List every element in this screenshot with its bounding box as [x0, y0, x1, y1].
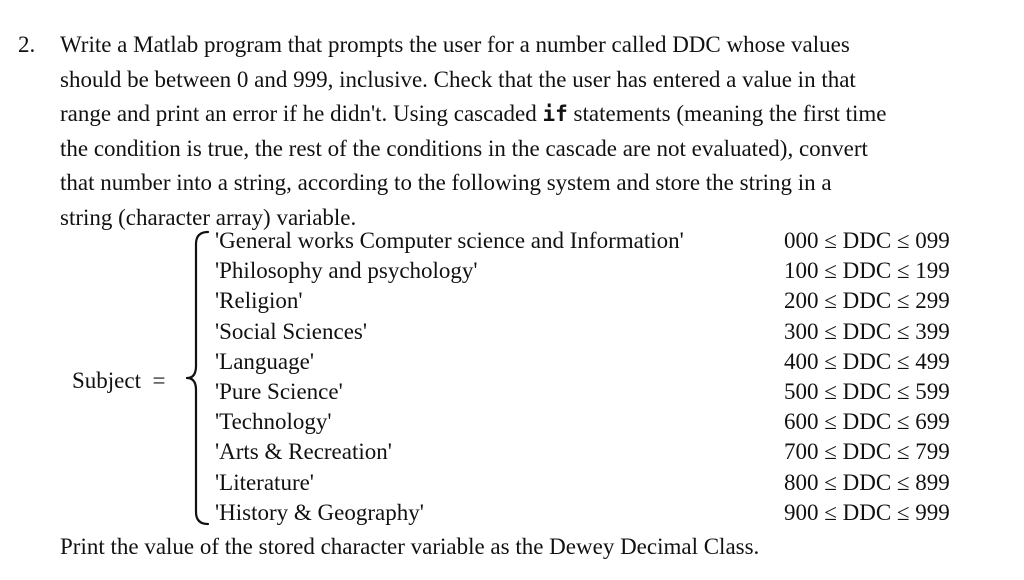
case-range: 400 ≤ DDC ≤ 499: [784, 348, 950, 374]
case-subject: 'Arts & Recreation': [215, 439, 392, 465]
statement-line-1: Write a Matlab program that prompts the user for a number called DDC whose values: [60, 32, 850, 57]
subject-equation-label: [72, 366, 165, 396]
case-subject: 'History & Geography': [215, 499, 424, 525]
case-row: [215, 347, 975, 377]
footer-instruction: Print the value of the stored character variable as the Dewey Decimal Class.: [60, 534, 760, 559]
case-row: [215, 226, 975, 256]
case-range: 200 ≤ DDC ≤ 299: [784, 288, 950, 314]
case-row: [215, 256, 975, 286]
case-subject: 'Philosophy and psychology': [215, 258, 478, 284]
case-subject: 'Social Sciences': [215, 318, 367, 344]
case-row: [215, 286, 975, 316]
case-range: 100 ≤ DDC ≤ 199: [784, 258, 950, 284]
case-row: [215, 317, 975, 347]
case-range: 000 ≤ DDC ≤ 099: [784, 228, 950, 253]
problem-number: 2.: [18, 32, 36, 57]
subject-label-text: Subject: [72, 368, 141, 393]
case-range: 300 ≤ DDC ≤ 399: [784, 318, 950, 344]
problem-statement: [60, 28, 1010, 235]
case-subject: 'Technology': [215, 409, 332, 435]
case-range: 500 ≤ DDC ≤ 599: [784, 378, 950, 404]
case-subject: 'Pure Science': [215, 378, 343, 404]
statement-line-3-start: range and print an error if he didn't. Using cascaded: [60, 101, 543, 126]
if-keyword: if: [542, 102, 568, 126]
case-subject: 'Religion': [215, 288, 303, 314]
case-row: [215, 468, 975, 498]
statement-line-5: that number into a string, according to the following system and store the string in a: [60, 170, 832, 195]
subject-cases: [215, 226, 975, 528]
equals-sign: =: [152, 368, 166, 393]
case-range: 700 ≤ DDC ≤ 799: [784, 439, 950, 465]
case-range: 900 ≤ DDC ≤ 999: [784, 499, 950, 525]
statement-line-6: string (character array) variable.: [60, 204, 357, 230]
case-subject: 'Literature': [215, 469, 314, 495]
case-range: 600 ≤ DDC ≤ 699: [784, 409, 950, 435]
case-subject: 'Language': [215, 348, 314, 374]
case-subject: 'General works Computer science and Information': [215, 228, 684, 253]
case-row: [215, 437, 975, 467]
case-row: [215, 498, 975, 528]
statement-line-2: should be between 0 and 999, inclusive. Check that the user has entered a value in that: [60, 66, 856, 92]
case-row: [215, 377, 975, 407]
left-brace-icon: [186, 228, 216, 528]
statement-line-4: the condition is true, the rest of the conditions in the cascade are not evaluated), convert: [60, 135, 868, 161]
case-range: 800 ≤ DDC ≤ 899: [784, 469, 950, 495]
statement-line-3-end: statements (meaning the first time: [567, 101, 887, 126]
case-row: [215, 407, 975, 437]
statement-line-3: [60, 97, 1010, 132]
